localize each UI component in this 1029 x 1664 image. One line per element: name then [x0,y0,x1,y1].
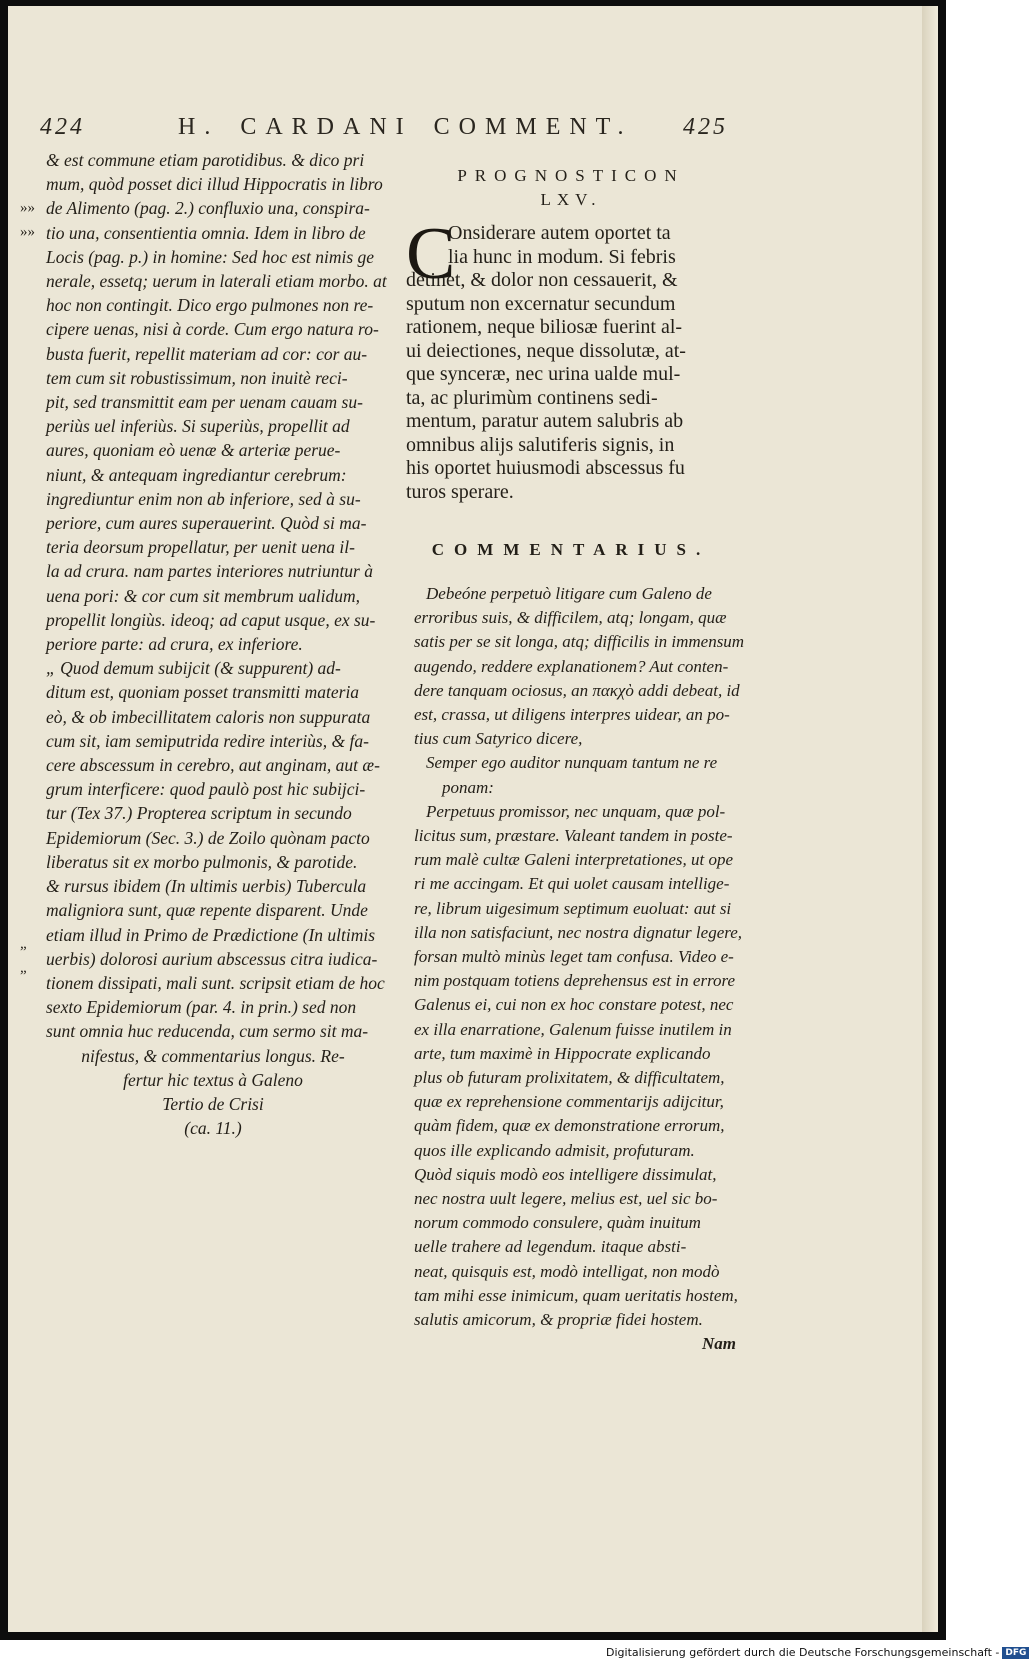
text-line: liberatus sit ex morbo pulmonis, & parotide. [46,851,358,872]
text-line: his oportet huiusmodi abscessus fu [406,457,685,479]
text-line: Quòd siquis modò eos intelligere dissimulat, [414,1164,717,1184]
text-line: mentum, paratur autem salubris ab [406,410,684,432]
text-line: de Alimento (pag. 2.) confluxio una, conspira- [46,198,370,219]
text-line: aures, quoniam eò uenæ & arteriæ perue- [46,440,341,461]
right-column [406,166,745,1357]
drop-cap: C [406,213,456,295]
text-line: hoc non contingit. Dico ergo pulmones non re- [46,295,374,316]
section-number: LXV. [540,190,602,209]
text-line: Epidemiorum (Sec. 3.) de Zoilo quònam pacto [46,827,370,848]
margin-mark: „ [20,936,27,952]
credit-text: Digitalisierung gefördert durch die Deutsche Forschungsgemeinschaft - [606,1646,1000,1659]
left-column-text [20,148,387,1140]
text-line: est, crassa, ut diligens interpres uidear, an po- [414,705,730,725]
text-line: fertur hic textus à Galeno [123,1069,303,1090]
aphorism-text [406,213,736,504]
text-line: quæ ex reprehensione commentarijs adijcitur, [414,1092,724,1112]
commentary-heading: COMMENTARIUS. [431,540,711,559]
text-line: teria deorsum propellatur, per uenit uena il- [46,537,355,558]
text-line: tem cum sit robustissimum, non inuitè reci- [46,367,348,388]
text-line: (ca. 11.) [184,1118,242,1139]
text-line: uelle trahere ad legendum. itaque absti- [414,1237,687,1257]
text-line: nifestus, & commentarius longus. Re- [81,1045,345,1066]
text-line: la ad crura. nam partes interiores nutriuntur à [46,561,373,582]
text-line: etiam illud in Primo de Prædictione (In ultimis [46,924,376,945]
text-line: dere tanquam ociosus, an πακχὸ addi debeat, id [414,680,740,700]
verse-line: ponam: [442,777,494,797]
text-line: turos sperare. [406,480,514,503]
text-line: propellit longiùs. ideoq; ad caput usque, ex su- [46,609,376,630]
text-line: erroribus suis, & difficilem, atq; longam, quæ [414,608,727,628]
text-line: detinet, & dolor non cessauerit, & [406,269,678,291]
text-line: tur (Tex 37.) Propterea scriptum in secundo [46,803,352,824]
text-line: salutis amicorum, & propriæ fidei hostem. [414,1310,703,1330]
text-line: rum malè cultæ Galeni interpretationes, ut ope [414,850,734,870]
text-line: busta fuerit, repellit materiam ad cor: cor au- [46,343,368,364]
text-line: norum commodo consulere, quàm inuitum [414,1213,701,1233]
text-line: & rursus ibidem (In ultimis uerbis) Tubercula [46,876,367,897]
text-line: cere abscessum in cerebro, aut anginam, aut æ- [46,755,380,776]
text-line: Onsiderare autem oportet ta [448,222,671,244]
dfg-logo[interactable]: DFG [1002,1647,1029,1659]
text-line: sunt omnia huc reducenda, cum sermo sit ma- [46,1021,369,1042]
text-line: tius cum Satyrico dicere, [414,729,583,749]
text-line: maligniora sunt, quæ repente disparent. Unde [46,900,368,921]
text-line: neat, quisquis est, modò intelligat, non modò [414,1261,720,1281]
page-number-right: 425 [683,114,728,140]
text-line: ex illa enarratione, Galenum fuisse inutilem in [414,1019,732,1039]
text-line: quos ille explicando admisit, profuturam. [414,1140,695,1160]
text-line: licitus sum, præstare. Valeant tandem in poste- [414,826,733,846]
text-line: nec nostra uult legere, melius est, uel sic bo- [414,1189,718,1209]
text-line: re, librum uigesimum septimum euoluat: aut si [414,898,732,918]
text-line: ui deiectiones, neque dissolutæ, at- [406,339,686,362]
text-line: ditum est, quoniam posset transmitti materia [46,682,360,703]
text-line: Perpetuus promissor, nec unquam, quæ pol- [426,801,726,821]
digitization-credit [606,1646,1029,1659]
text-line: tio una, consentientia omnia. Idem in libro de [46,222,366,243]
text-line: quàm fidem, quæ ex demonstratione errorum, [414,1116,725,1136]
text-line: omnibus alijs salutiferis signis, in [406,433,675,456]
text-line: sputum non excernatur secundum [406,292,676,315]
page-number-left: 424 [40,114,85,140]
text-line: periore, cum aures superauerint. Quòd si ma- [46,513,367,534]
verse-line: Semper ego auditor nunquam tantum ne re [426,753,718,773]
text-line: tionem dissipati, mali sunt. scripsit etiam de hoc [46,972,385,993]
text-line: illa non satisfaciunt, nec nostra dignatur legere, [414,922,743,942]
running-title: H. CARDANI COMMENT. [178,114,633,140]
text-line: grum interficere: quod paulò post hic subijci- [46,779,366,800]
text-line: plus ob futuram prolixitatem, & difficultatem, [414,1068,725,1088]
text-line: tam mihi esse inimicum, quam ueritatis hostem, [414,1285,738,1305]
text-line: & est commune etiam parotidibus. & dico pri [46,150,365,170]
commentary-text [406,582,745,1357]
text-line: que synceræ, nec urina ualde mul- [406,363,681,385]
catchword: Nam [702,1334,736,1354]
text-line: nim postquam totiens deprehensus est in errore [414,971,736,991]
text-line: Galenus ei, cui non ex hoc constare potest, nec [414,995,734,1015]
text-line: Tertio de Crisi [162,1093,264,1114]
text-line: uena pori: & cor cum sit membrum ualidum, [46,585,361,606]
text-line: rationem, neque biliosæ fuerint al- [406,316,683,338]
margin-mark: »» [20,200,35,216]
text-line: cipere uenas, nisi à corde. Cum ergo natura ro- [46,319,379,340]
text-line: satis per se sit longa, atq; difficilis in immensum [414,632,745,652]
text-line: pit, sed transmittit eam per uenam cauam su- [46,392,363,413]
text-line: niunt, & antequam ingrediantur cerebrum: [46,464,347,485]
text-line: ingrediuntur enim non ab inferiore, sed à su- [46,488,361,509]
text-line: uerbis) dolorosi aurium abscessus citra iudica- [46,948,378,969]
text-line: periùs uel inferiùs. Si superiùs, propellit ad [46,416,350,437]
text-line: „ Quod demum subijcit (& suppurent) ad- [46,658,341,679]
text-line: periore parte: ad crura, ex inferiore. [46,634,303,655]
text-line: lia hunc in modum. Si febris [448,245,676,268]
text-line: arte, tum maximè in Hippocrate explicando [414,1043,711,1063]
text-line: cum sit, iam semiputrida redire interiùs, & fa- [46,730,369,751]
text-line: mum, quòd posset dici illud Hippocratis in libro [46,174,383,195]
text-line: forsan multò minùs leget tam confusa. Video e- [414,947,734,967]
text-line: Debeóne perpetuò litigare cum Galeno de [426,584,712,603]
book-page [8,6,938,1632]
page-edge [922,6,938,1632]
text-line: Locis (pag. p.) in homine: Sed hoc est nimis ge [46,246,375,267]
text-line: ri me accingam. Et qui uolet causam intellige- [414,874,730,894]
margin-mark: »» [20,224,35,240]
text-line: ta, ac plurimùm continens sedi- [406,386,658,409]
section-title: PROGNOSTICON [457,166,685,185]
margin-mark: „ [20,960,27,976]
text-line: eò, & ob imbecillitatem caloris non suppurata [46,706,371,727]
text-line: augendo, reddere explanationem? Aut conten- [414,656,729,676]
text-line: nerale, essetq; uerum in laterali etiam morbo. at [46,271,387,292]
text-line: sexto Epidemiorum (par. 4. in prin.) sed non [46,997,357,1018]
